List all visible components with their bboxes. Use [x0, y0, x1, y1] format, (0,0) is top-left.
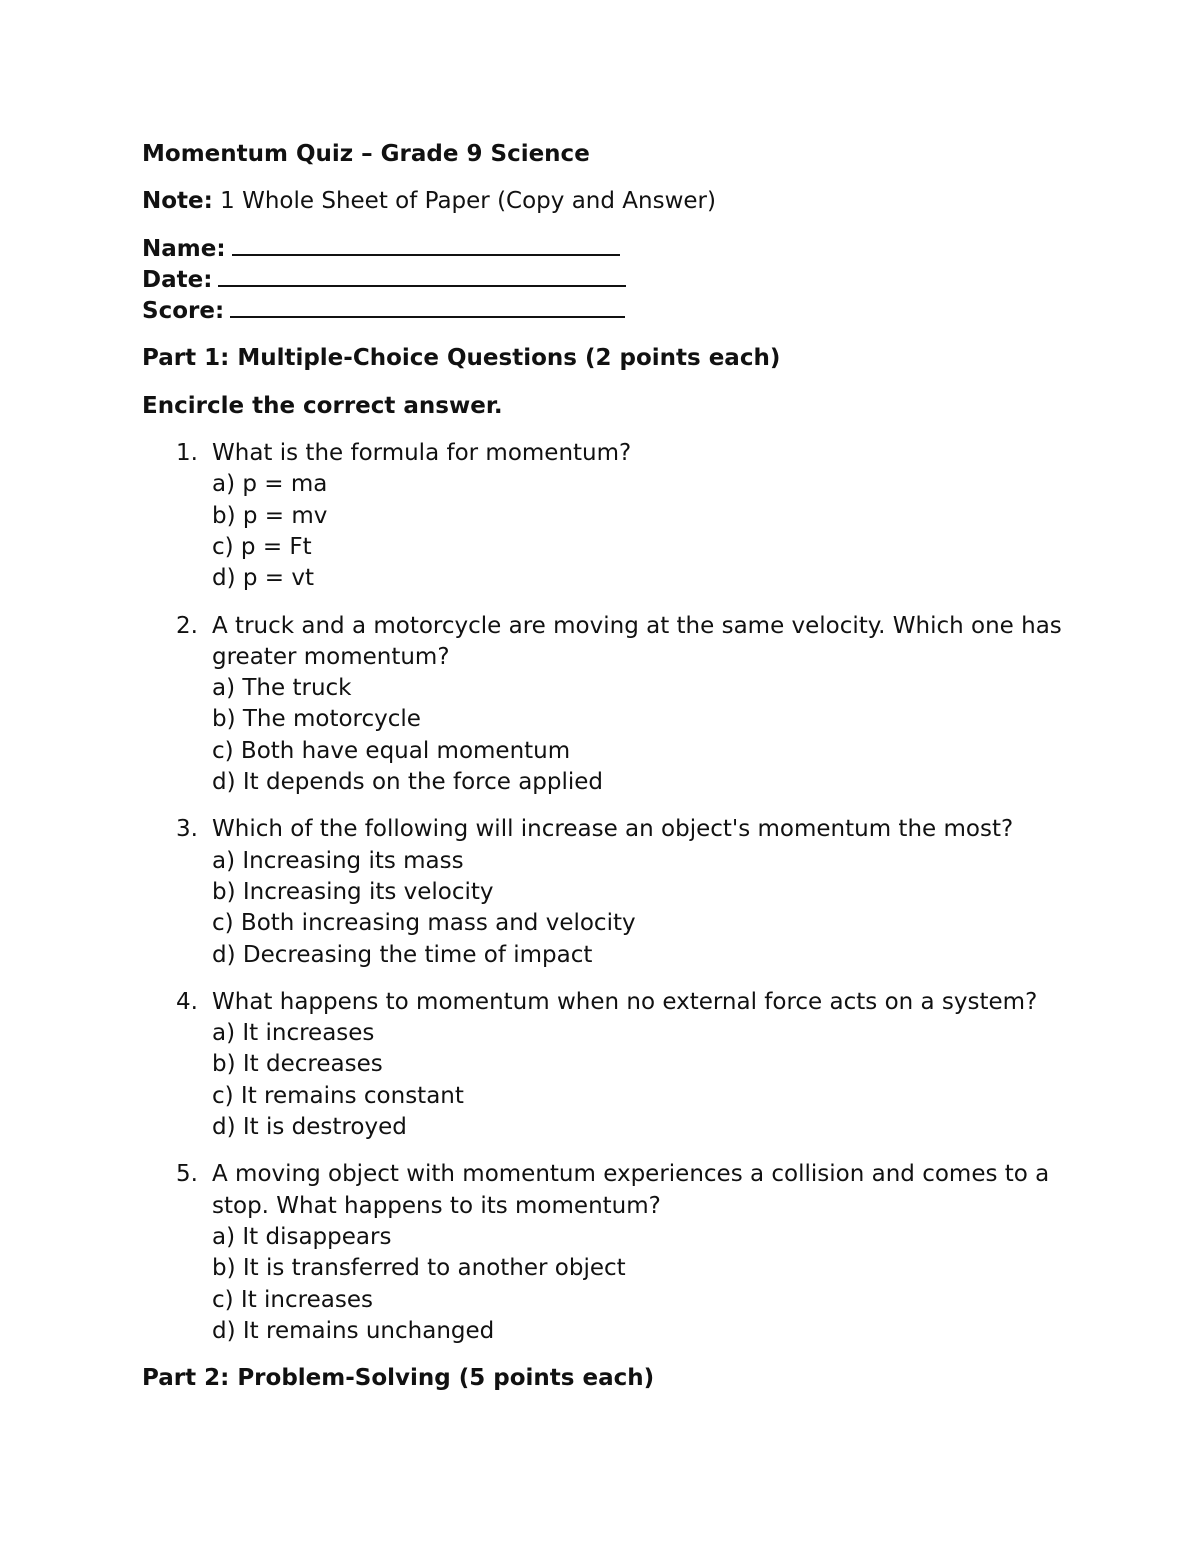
option-c[interactable]: c) Both have equal momentum: [212, 737, 571, 764]
quiz-page: [142, 139, 1102, 1394]
option-a[interactable]: a) p = ma: [212, 471, 328, 498]
option-c[interactable]: c) p = Ft: [212, 533, 312, 560]
question-number: 3.: [176, 816, 198, 843]
question-number: 4.: [176, 988, 198, 1015]
note-line: [142, 186, 1102, 217]
question-text: A truck and a motorcycle are moving at the same velocity. Which one has greater momentum?: [212, 612, 1062, 670]
question-number: 2.: [176, 612, 198, 639]
question-4: [142, 987, 1102, 1143]
part1-heading: Part 1: Multiple-Choice Questions (2 points each): [142, 345, 781, 372]
part1-instruction: Encircle the correct answer.: [142, 392, 503, 419]
student-fields: [142, 234, 1102, 328]
option-b[interactable]: b) It is transferred to another object: [212, 1255, 626, 1282]
option-d[interactable]: d) It remains unchanged: [212, 1317, 495, 1344]
quiz-title: Momentum Quiz – Grade 9 Science: [142, 141, 590, 167]
option-d[interactable]: d) It is destroyed: [212, 1114, 407, 1141]
question-2: [142, 611, 1102, 799]
question-text: What happens to momentum when no external force acts on a system?: [212, 988, 1038, 1015]
option-d[interactable]: d) p = vt: [212, 565, 315, 592]
option-a[interactable]: a) Increasing its mass: [212, 847, 464, 874]
question-text: A moving object with momentum experiences a collision and comes to a stop. What happens to its momentum?: [212, 1161, 1050, 1219]
name-blank-line[interactable]: [232, 236, 620, 256]
question-5: [142, 1159, 1102, 1347]
question-number: 5.: [176, 1161, 198, 1188]
note-label: Note:: [142, 188, 213, 215]
option-c[interactable]: c) It increases: [212, 1286, 373, 1313]
option-c[interactable]: c) Both increasing mass and velocity: [212, 910, 636, 937]
date-field-row: [142, 265, 1102, 296]
date-blank-line[interactable]: [218, 267, 626, 287]
score-blank-line[interactable]: [230, 298, 625, 318]
note-text: 1 Whole Sheet of Paper (Copy and Answer): [212, 188, 716, 215]
option-b[interactable]: b) Increasing its velocity: [212, 878, 494, 905]
question-3: [142, 814, 1102, 970]
option-d[interactable]: d) Decreasing the time of impact: [212, 941, 593, 968]
question-text: Which of the following will increase an object's momentum the most?: [212, 816, 1014, 843]
option-a[interactable]: a) The truck: [212, 675, 352, 702]
date-label: Date:: [142, 266, 213, 293]
option-b[interactable]: b) p = mv: [212, 502, 328, 529]
option-a[interactable]: a) It disappears: [212, 1223, 392, 1250]
question-list: [142, 438, 1102, 1347]
score-field-row: [142, 296, 1102, 327]
option-c[interactable]: c) It remains constant: [212, 1082, 464, 1109]
question-text: What is the formula for momentum?: [212, 440, 632, 467]
name-label: Name:: [142, 235, 226, 262]
question-number: 1.: [176, 440, 198, 467]
part2-heading: Part 2: Problem-Solving (5 points each): [142, 1365, 655, 1392]
option-d[interactable]: d) It depends on the force applied: [212, 769, 604, 796]
option-b[interactable]: b) It decreases: [212, 1051, 383, 1078]
option-a[interactable]: a) It increases: [212, 1020, 375, 1047]
question-1: [142, 438, 1102, 594]
score-label: Score:: [142, 298, 225, 325]
option-b[interactable]: b) The motorcycle: [212, 706, 421, 733]
name-field-row: [142, 234, 1102, 265]
